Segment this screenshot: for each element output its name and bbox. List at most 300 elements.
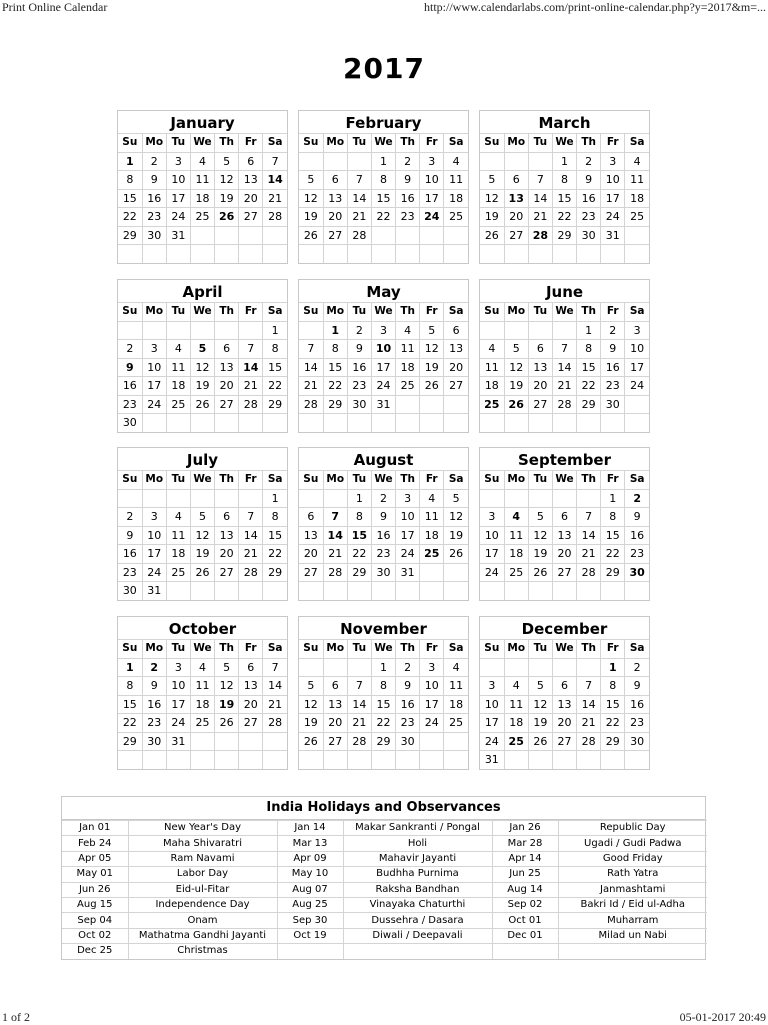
day-cell: 19 bbox=[480, 208, 504, 227]
day-cell: 1 bbox=[552, 152, 576, 171]
weekday-header: Tu bbox=[347, 640, 371, 659]
day-cell: 29 bbox=[263, 563, 287, 582]
empty-day-cell bbox=[371, 226, 395, 245]
month-january bbox=[117, 110, 288, 264]
month-day-grid bbox=[480, 133, 649, 263]
day-cell: 24 bbox=[601, 208, 625, 227]
day-cell: 26 bbox=[215, 208, 239, 227]
day-cell: 14 bbox=[347, 189, 371, 208]
day-cell: 6 bbox=[444, 321, 468, 340]
day-cell: 18 bbox=[444, 695, 468, 714]
day-cell: 17 bbox=[142, 545, 166, 564]
weekday-header: Mo bbox=[142, 303, 166, 322]
empty-day-cell bbox=[444, 395, 468, 414]
empty-day-cell bbox=[323, 245, 347, 263]
day-cell: 20 bbox=[215, 545, 239, 564]
empty-day-cell bbox=[239, 732, 263, 751]
empty-day-cell bbox=[118, 751, 142, 769]
empty-day-cell bbox=[371, 751, 395, 769]
day-cell: 23 bbox=[347, 377, 371, 396]
month-august bbox=[298, 447, 469, 601]
day-cell: 7 bbox=[239, 340, 263, 359]
day-cell: 7 bbox=[239, 508, 263, 527]
day-cell: 31 bbox=[371, 395, 395, 414]
day-cell: 30 bbox=[142, 226, 166, 245]
weekday-header: We bbox=[371, 303, 395, 322]
empty-day-cell bbox=[480, 321, 504, 340]
day-cell: 4 bbox=[504, 677, 528, 696]
day-cell: 20 bbox=[239, 695, 263, 714]
holiday-date: Dec 01 bbox=[492, 928, 558, 943]
day-cell: 11 bbox=[166, 526, 190, 545]
empty-day-cell bbox=[263, 414, 287, 432]
day-cell: 11 bbox=[420, 508, 444, 527]
weekday-header: Sa bbox=[263, 640, 287, 659]
day-cell: 15 bbox=[118, 189, 142, 208]
empty-day-cell bbox=[480, 152, 504, 171]
weekday-header: We bbox=[371, 640, 395, 659]
holiday-name: Good Friday bbox=[558, 851, 707, 866]
empty-day-cell bbox=[190, 732, 214, 751]
day-cell: 9 bbox=[142, 677, 166, 696]
day-cell: 3 bbox=[396, 489, 420, 508]
weekday-header: Sa bbox=[625, 640, 649, 659]
empty-day-cell bbox=[347, 751, 371, 769]
day-cell: 18 bbox=[625, 189, 649, 208]
day-cell: 27 bbox=[215, 395, 239, 414]
weekday-header: Su bbox=[299, 640, 323, 659]
day-cell: 21 bbox=[263, 189, 287, 208]
empty-day-cell bbox=[420, 563, 444, 582]
day-cell: 23 bbox=[396, 714, 420, 733]
footer-page-number: 1 of 2 bbox=[2, 1010, 30, 1024]
empty-day-cell bbox=[528, 489, 552, 508]
day-cell: 12 bbox=[444, 508, 468, 527]
weekday-header: We bbox=[190, 134, 214, 153]
holiday-date: Feb 24 bbox=[62, 836, 128, 851]
holiday-name: Raksha Bandhan bbox=[343, 882, 492, 897]
holiday-name: Muharram bbox=[558, 913, 707, 928]
empty-day-cell bbox=[323, 414, 347, 432]
day-cell: 21 bbox=[528, 208, 552, 227]
day-cell: 28 bbox=[239, 563, 263, 582]
day-cell: 15 bbox=[347, 526, 371, 545]
day-cell: 13 bbox=[323, 695, 347, 714]
day-cell: 23 bbox=[577, 208, 601, 227]
day-cell: 3 bbox=[142, 340, 166, 359]
day-cell: 6 bbox=[504, 171, 528, 190]
weekday-header: Th bbox=[577, 303, 601, 322]
day-cell: 24 bbox=[480, 563, 504, 582]
day-cell: 25 bbox=[190, 714, 214, 733]
day-cell: 15 bbox=[118, 695, 142, 714]
day-cell: 17 bbox=[166, 695, 190, 714]
day-cell: 18 bbox=[480, 377, 504, 396]
empty-day-cell bbox=[190, 226, 214, 245]
day-cell: 8 bbox=[552, 171, 576, 190]
empty-day-cell bbox=[528, 152, 552, 171]
weekday-header: Sa bbox=[625, 303, 649, 322]
day-cell: 15 bbox=[371, 695, 395, 714]
day-cell: 9 bbox=[118, 526, 142, 545]
day-cell: 14 bbox=[263, 171, 287, 190]
day-cell: 29 bbox=[118, 732, 142, 751]
holiday-date: Sep 02 bbox=[492, 897, 558, 912]
month-name: October bbox=[168, 620, 237, 638]
day-cell: 4 bbox=[480, 340, 504, 359]
weekday-header: Tu bbox=[166, 640, 190, 659]
weekday-header: Sa bbox=[263, 134, 287, 153]
empty-day-cell bbox=[601, 751, 625, 769]
day-cell: 30 bbox=[577, 226, 601, 245]
holiday-name: Maha Shivaratri bbox=[128, 836, 277, 851]
day-cell: 20 bbox=[239, 189, 263, 208]
day-cell: 26 bbox=[528, 732, 552, 751]
day-cell: 26 bbox=[480, 226, 504, 245]
holiday-row bbox=[62, 882, 707, 897]
day-cell: 14 bbox=[552, 358, 576, 377]
day-cell: 14 bbox=[577, 526, 601, 545]
holiday-name: Ugadi / Gudi Padwa bbox=[558, 836, 707, 851]
empty-day-cell bbox=[444, 751, 468, 769]
day-cell: 17 bbox=[480, 714, 504, 733]
day-cell: 29 bbox=[118, 226, 142, 245]
empty-day-cell bbox=[552, 245, 576, 263]
weekday-header: Mo bbox=[142, 640, 166, 659]
weekday-header: We bbox=[371, 134, 395, 153]
weekday-header: Mo bbox=[323, 134, 347, 153]
day-cell: 23 bbox=[142, 714, 166, 733]
day-cell: 29 bbox=[347, 563, 371, 582]
weekday-header: We bbox=[190, 640, 214, 659]
day-cell: 19 bbox=[215, 189, 239, 208]
day-cell: 1 bbox=[371, 658, 395, 677]
day-cell: 2 bbox=[577, 152, 601, 171]
day-cell: 9 bbox=[371, 508, 395, 527]
weekday-header: Mo bbox=[142, 134, 166, 153]
holiday-name: Vinayaka Chaturthi bbox=[343, 897, 492, 912]
day-cell: 7 bbox=[528, 171, 552, 190]
day-cell: 2 bbox=[625, 489, 649, 508]
empty-day-cell bbox=[299, 489, 323, 508]
empty-day-cell bbox=[601, 582, 625, 600]
day-cell: 1 bbox=[371, 152, 395, 171]
day-cell: 27 bbox=[239, 714, 263, 733]
empty-day-cell bbox=[263, 751, 287, 769]
weekday-header: Fr bbox=[239, 471, 263, 490]
day-cell: 1 bbox=[323, 321, 347, 340]
empty-day-cell bbox=[444, 582, 468, 600]
day-cell: 14 bbox=[239, 526, 263, 545]
day-cell: 5 bbox=[215, 658, 239, 677]
weekday-header: We bbox=[190, 471, 214, 490]
day-cell: 8 bbox=[601, 677, 625, 696]
day-cell: 16 bbox=[396, 189, 420, 208]
day-cell: 29 bbox=[552, 226, 576, 245]
day-cell: 10 bbox=[625, 340, 649, 359]
month-name: April bbox=[182, 283, 223, 301]
day-cell: 31 bbox=[396, 563, 420, 582]
day-cell: 19 bbox=[444, 526, 468, 545]
empty-day-cell bbox=[552, 321, 576, 340]
empty-day-cell bbox=[396, 245, 420, 263]
day-cell: 26 bbox=[299, 226, 323, 245]
day-cell: 14 bbox=[263, 677, 287, 696]
day-cell: 6 bbox=[215, 340, 239, 359]
day-cell: 10 bbox=[420, 677, 444, 696]
day-cell: 27 bbox=[552, 732, 576, 751]
empty-day-cell bbox=[528, 414, 552, 432]
day-cell: 27 bbox=[504, 226, 528, 245]
day-cell: 16 bbox=[118, 545, 142, 564]
empty-day-cell bbox=[142, 414, 166, 432]
holiday-date: May 01 bbox=[62, 867, 128, 882]
holiday-date: Jan 14 bbox=[277, 821, 343, 836]
day-cell: 10 bbox=[371, 340, 395, 359]
day-cell: 19 bbox=[528, 714, 552, 733]
month-day-grid bbox=[480, 302, 649, 432]
empty-day-cell bbox=[118, 489, 142, 508]
weekday-header: Su bbox=[480, 640, 504, 659]
day-cell: 28 bbox=[347, 732, 371, 751]
holiday-date: Mar 13 bbox=[277, 836, 343, 851]
day-cell: 2 bbox=[625, 658, 649, 677]
day-cell: 19 bbox=[420, 358, 444, 377]
weekday-header: Th bbox=[215, 640, 239, 659]
month-october bbox=[117, 616, 288, 770]
holiday-row bbox=[62, 867, 707, 882]
month-july bbox=[117, 447, 288, 601]
day-cell: 4 bbox=[166, 508, 190, 527]
day-cell: 1 bbox=[118, 152, 142, 171]
day-cell: 2 bbox=[396, 152, 420, 171]
empty-day-cell bbox=[444, 414, 468, 432]
day-cell: 16 bbox=[601, 358, 625, 377]
day-cell: 25 bbox=[444, 208, 468, 227]
day-cell: 29 bbox=[577, 395, 601, 414]
day-cell: 4 bbox=[166, 340, 190, 359]
weekday-header: Tu bbox=[528, 303, 552, 322]
empty-day-cell bbox=[480, 489, 504, 508]
empty-day-cell bbox=[239, 751, 263, 769]
empty-day-cell bbox=[625, 226, 649, 245]
day-cell: 19 bbox=[190, 377, 214, 396]
day-cell: 12 bbox=[528, 695, 552, 714]
day-cell: 21 bbox=[239, 377, 263, 396]
empty-day-cell bbox=[347, 245, 371, 263]
day-cell: 13 bbox=[444, 340, 468, 359]
day-cell: 24 bbox=[166, 714, 190, 733]
day-cell: 8 bbox=[263, 340, 287, 359]
holiday-date: Jun 26 bbox=[62, 882, 128, 897]
weekday-header: Mo bbox=[323, 640, 347, 659]
empty-day-cell bbox=[504, 414, 528, 432]
empty-day-cell bbox=[480, 245, 504, 263]
day-cell: 21 bbox=[347, 208, 371, 227]
weekday-header: Sa bbox=[263, 471, 287, 490]
day-cell: 25 bbox=[504, 732, 528, 751]
day-cell: 24 bbox=[142, 563, 166, 582]
empty-day-cell bbox=[239, 489, 263, 508]
day-cell: 3 bbox=[371, 321, 395, 340]
holiday-name: New Year's Day bbox=[128, 821, 277, 836]
month-march bbox=[479, 110, 650, 264]
day-cell: 6 bbox=[552, 677, 576, 696]
day-cell: 28 bbox=[299, 395, 323, 414]
day-cell: 14 bbox=[299, 358, 323, 377]
holiday-date: Jun 25 bbox=[492, 867, 558, 882]
holiday-name: Rath Yatra bbox=[558, 867, 707, 882]
empty-day-cell bbox=[190, 751, 214, 769]
empty-day-cell bbox=[504, 152, 528, 171]
weekday-header: Tu bbox=[528, 471, 552, 490]
day-cell: 29 bbox=[371, 732, 395, 751]
holiday-row bbox=[62, 821, 707, 836]
day-cell: 22 bbox=[601, 714, 625, 733]
day-cell: 30 bbox=[625, 732, 649, 751]
weekday-header: Tu bbox=[347, 303, 371, 322]
day-cell: 7 bbox=[263, 658, 287, 677]
holidays-panel bbox=[61, 796, 706, 960]
empty-day-cell bbox=[118, 245, 142, 263]
month-november bbox=[298, 616, 469, 770]
day-cell: 15 bbox=[263, 358, 287, 377]
day-cell: 23 bbox=[118, 563, 142, 582]
day-cell: 22 bbox=[263, 545, 287, 564]
month-name: December bbox=[521, 620, 608, 638]
empty-day-cell bbox=[444, 226, 468, 245]
day-cell: 18 bbox=[190, 189, 214, 208]
empty-day-cell bbox=[299, 414, 323, 432]
month-september bbox=[479, 447, 650, 601]
weekday-header: Tu bbox=[166, 471, 190, 490]
day-cell: 22 bbox=[323, 377, 347, 396]
empty-day-cell bbox=[528, 658, 552, 677]
day-cell: 5 bbox=[299, 171, 323, 190]
empty-day-cell bbox=[528, 321, 552, 340]
day-cell: 29 bbox=[263, 395, 287, 414]
day-cell: 18 bbox=[444, 189, 468, 208]
holiday-name bbox=[558, 944, 707, 959]
day-cell: 23 bbox=[625, 545, 649, 564]
holiday-name: Milad un Nabi bbox=[558, 928, 707, 943]
holiday-name: Mathatma Gandhi Jayanti bbox=[128, 928, 277, 943]
empty-day-cell bbox=[299, 582, 323, 600]
weekday-header: Su bbox=[480, 134, 504, 153]
day-cell: 25 bbox=[625, 208, 649, 227]
day-cell: 5 bbox=[504, 340, 528, 359]
day-cell: 19 bbox=[215, 695, 239, 714]
day-cell: 22 bbox=[371, 208, 395, 227]
day-cell: 12 bbox=[504, 358, 528, 377]
day-cell: 19 bbox=[299, 208, 323, 227]
day-cell: 2 bbox=[347, 321, 371, 340]
day-cell: 13 bbox=[215, 358, 239, 377]
empty-day-cell bbox=[299, 152, 323, 171]
day-cell: 27 bbox=[444, 377, 468, 396]
empty-day-cell bbox=[239, 414, 263, 432]
empty-day-cell bbox=[396, 582, 420, 600]
empty-day-cell bbox=[166, 582, 190, 600]
holiday-name: Diwali / Deepavali bbox=[343, 928, 492, 943]
holiday-date: Oct 02 bbox=[62, 928, 128, 943]
day-cell: 8 bbox=[323, 340, 347, 359]
day-cell: 13 bbox=[528, 358, 552, 377]
month-day-grid bbox=[299, 639, 468, 769]
day-cell: 13 bbox=[215, 526, 239, 545]
day-cell: 11 bbox=[504, 526, 528, 545]
day-cell: 4 bbox=[444, 152, 468, 171]
day-cell: 5 bbox=[215, 152, 239, 171]
empty-day-cell bbox=[480, 582, 504, 600]
empty-day-cell bbox=[528, 245, 552, 263]
day-cell: 3 bbox=[166, 658, 190, 677]
day-cell: 9 bbox=[118, 358, 142, 377]
empty-day-cell bbox=[625, 751, 649, 769]
day-cell: 11 bbox=[190, 677, 214, 696]
day-cell: 9 bbox=[625, 508, 649, 527]
day-cell: 2 bbox=[601, 321, 625, 340]
day-cell: 21 bbox=[347, 714, 371, 733]
empty-day-cell bbox=[480, 414, 504, 432]
day-cell: 4 bbox=[625, 152, 649, 171]
empty-day-cell bbox=[552, 658, 576, 677]
day-cell: 29 bbox=[323, 395, 347, 414]
holiday-date: Jan 26 bbox=[492, 821, 558, 836]
day-cell: 27 bbox=[323, 732, 347, 751]
holiday-name: Labor Day bbox=[128, 867, 277, 882]
month-may bbox=[298, 279, 469, 433]
day-cell: 1 bbox=[263, 321, 287, 340]
empty-day-cell bbox=[371, 414, 395, 432]
day-cell: 29 bbox=[601, 732, 625, 751]
day-cell: 16 bbox=[371, 526, 395, 545]
holiday-row bbox=[62, 913, 707, 928]
empty-day-cell bbox=[504, 321, 528, 340]
day-cell: 22 bbox=[263, 377, 287, 396]
day-cell: 5 bbox=[299, 677, 323, 696]
day-cell: 28 bbox=[263, 714, 287, 733]
day-cell: 17 bbox=[166, 189, 190, 208]
empty-day-cell bbox=[420, 732, 444, 751]
day-cell: 1 bbox=[601, 489, 625, 508]
day-cell: 19 bbox=[299, 714, 323, 733]
day-cell: 18 bbox=[396, 358, 420, 377]
weekday-header: Su bbox=[299, 134, 323, 153]
holiday-row bbox=[62, 944, 707, 959]
empty-day-cell bbox=[552, 414, 576, 432]
day-cell: 6 bbox=[323, 171, 347, 190]
month-day-grid bbox=[480, 639, 649, 769]
day-cell: 16 bbox=[347, 358, 371, 377]
day-cell: 24 bbox=[480, 732, 504, 751]
holiday-name: Christmas bbox=[128, 944, 277, 959]
day-cell: 13 bbox=[552, 695, 576, 714]
holiday-name: Makar Sankranti / Pongal bbox=[343, 821, 492, 836]
day-cell: 15 bbox=[577, 358, 601, 377]
weekday-header: Tu bbox=[166, 134, 190, 153]
day-cell: 13 bbox=[299, 526, 323, 545]
weekday-header: We bbox=[552, 303, 576, 322]
day-cell: 9 bbox=[396, 677, 420, 696]
month-day-grid bbox=[480, 470, 649, 600]
day-cell: 27 bbox=[528, 395, 552, 414]
holiday-name: Janmashtami bbox=[558, 882, 707, 897]
holiday-row bbox=[62, 928, 707, 943]
day-cell: 24 bbox=[166, 208, 190, 227]
empty-day-cell bbox=[142, 489, 166, 508]
empty-day-cell bbox=[299, 321, 323, 340]
